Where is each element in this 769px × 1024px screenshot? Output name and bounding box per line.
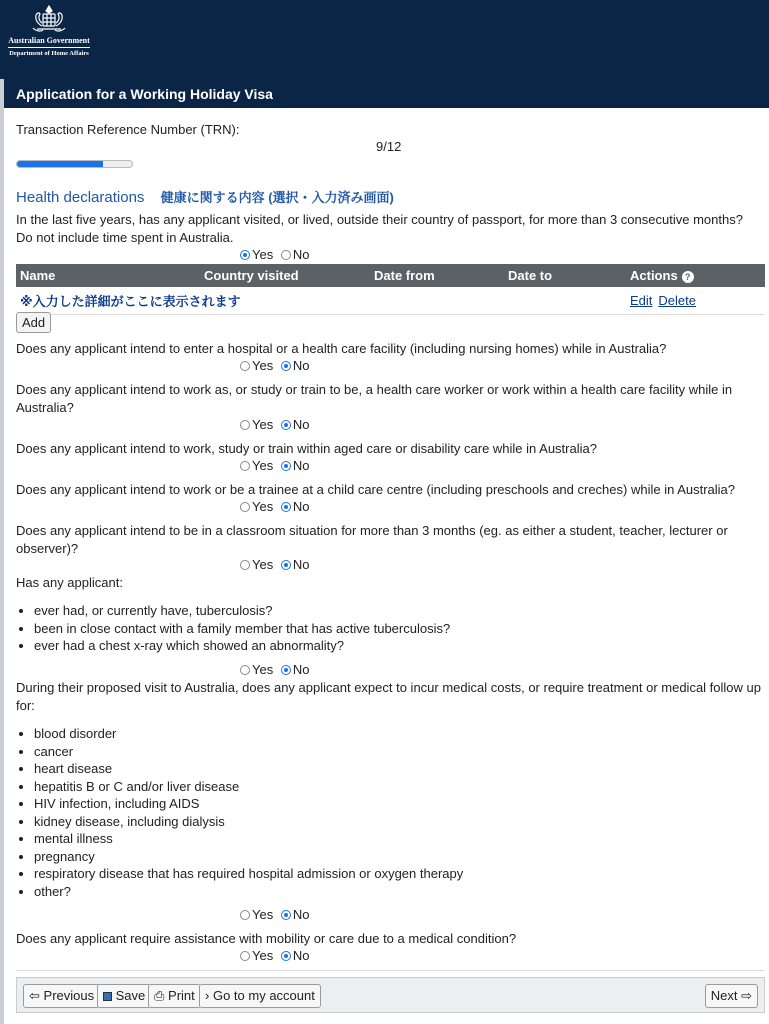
trn-label: Transaction Reference Number (TRN): <box>16 122 240 137</box>
radio-group-q4 <box>240 458 313 473</box>
delete-link[interactable]: Delete <box>658 293 696 308</box>
list-item: • ever had a chest x-ray which showed an abnormality? <box>34 637 450 655</box>
question-tuberculosis: Has any applicant: <box>16 575 123 590</box>
radio-no-label: No <box>292 458 310 473</box>
row-note: ※入力した詳細がここに表示されます <box>16 287 626 315</box>
radio-no-label: No <box>292 907 310 922</box>
list-item: • pregnancy <box>34 848 463 866</box>
radio-no-label: No <box>292 417 310 432</box>
radio-group-q8 <box>240 907 313 922</box>
department-name: Department of Home Affairs <box>9 50 89 57</box>
list-item: • HIV infection, including AIDS <box>34 795 463 813</box>
radio-no[interactable] <box>281 910 291 920</box>
radio-yes-label: Yes <box>252 907 274 922</box>
printer-icon: ⎙ <box>154 988 165 1003</box>
divider <box>16 970 765 971</box>
list-item: • kidney disease, including dialysis <box>34 813 463 831</box>
radio-yes[interactable] <box>240 910 250 920</box>
save-button[interactable] <box>97 984 151 1008</box>
list-item: • cancer <box>34 743 463 761</box>
table-row <box>16 287 765 315</box>
radio-yes-label: Yes <box>252 458 274 473</box>
left-rail <box>0 0 4 1024</box>
col-date-from: Date from <box>370 264 504 287</box>
radio-yes[interactable] <box>240 665 250 675</box>
floppy-disk-icon <box>103 992 112 1001</box>
site-header <box>0 0 769 79</box>
radio-yes-label: Yes <box>252 499 274 514</box>
radio-group-q3 <box>240 417 313 432</box>
question-classroom: Does any applicant intend to be in a classroom situation for more than 3 months (eg. as either a student, teacher, lecturer or observer)? <box>16 523 728 556</box>
list-item: • respiratory disease that has required hospital admission or oxygen therapy <box>34 865 463 883</box>
question-outside-passport-country: In the last five years, has any applicant visited, or lived, outside their country of passport, for more than 3 consecutive months? Do not include time spent in Australia. <box>16 212 743 245</box>
radio-no[interactable] <box>281 560 291 570</box>
radio-group-q5 <box>240 499 313 514</box>
tuberculosis-list <box>16 602 450 655</box>
radio-group-q1 <box>240 247 313 262</box>
radio-no[interactable] <box>281 502 291 512</box>
radio-yes-label: Yes <box>252 247 274 262</box>
progress-fill <box>17 161 103 167</box>
list-item: • hepatitis B or C and/or liver disease <box>34 778 463 796</box>
radio-yes[interactable] <box>240 951 250 961</box>
radio-no-label: No <box>292 662 310 677</box>
print-button[interactable] <box>148 984 201 1008</box>
col-country-visited: Country visited <box>200 264 370 287</box>
radio-no[interactable] <box>281 461 291 471</box>
radio-yes-label: Yes <box>252 557 274 572</box>
radio-yes[interactable] <box>240 361 250 371</box>
navigation-bar <box>16 977 765 1013</box>
question-health-care-worker: Does any applicant intend to work as, or study or train to be, a health care worker or work within a health care facility while in Australia? <box>16 382 733 415</box>
next-label: Next <box>710 988 738 1003</box>
radio-yes[interactable] <box>240 502 250 512</box>
radio-no[interactable] <box>281 420 291 430</box>
list-item: • blood disorder <box>34 725 463 743</box>
radio-yes[interactable] <box>240 250 250 260</box>
radio-yes-label: Yes <box>252 417 274 432</box>
progress-bar <box>16 160 133 168</box>
list-item: • heart disease <box>34 760 463 778</box>
next-button[interactable] <box>705 984 758 1008</box>
radio-no-label: No <box>292 948 310 963</box>
arrow-left-icon: ⇦ <box>29 988 40 1003</box>
edit-link[interactable]: Edit <box>630 293 653 308</box>
go-to-account-button[interactable] <box>199 984 321 1008</box>
radio-no[interactable] <box>281 665 291 675</box>
chevron-right-icon: › <box>205 988 210 1003</box>
radio-yes[interactable] <box>240 420 250 430</box>
travel-history-table <box>16 264 765 315</box>
radio-yes-label: Yes <box>252 948 274 963</box>
coat-of-arms-icon <box>27 4 71 34</box>
question-child-care: Does any applicant intend to work or be a trainee at a child care centre (including preschools and creches) while in Australia? <box>16 482 736 497</box>
radio-no-label: No <box>292 247 310 262</box>
arrow-right-icon: ⇨ <box>741 988 752 1003</box>
radio-no-label: No <box>292 358 310 373</box>
progress-text: 9/12 <box>376 139 402 154</box>
list-item: • been in close contact with a family member that has active tuberculosis? <box>34 620 450 638</box>
radio-yes-label: Yes <box>252 358 274 373</box>
table-header-row <box>16 264 765 287</box>
radio-no[interactable] <box>281 951 291 961</box>
list-item: • other? <box>34 883 463 901</box>
add-button[interactable]: Add <box>16 312 51 333</box>
radio-group-q2 <box>240 358 313 373</box>
section-title <box>16 187 394 206</box>
question-aged-care: Does any applicant intend to work, study or train within aged care or disability care while in Australia? <box>16 441 597 456</box>
medical-conditions-list <box>16 725 463 900</box>
save-label: Save <box>115 988 146 1003</box>
col-actions-label: Actions <box>630 268 678 283</box>
previous-button[interactable] <box>23 984 100 1008</box>
radio-yes-label: Yes <box>252 662 274 677</box>
radio-no-label: No <box>292 557 310 572</box>
radio-yes[interactable] <box>240 560 250 570</box>
question-mobility: Does any applicant require assistance with mobility or care due to a medical condition? <box>16 931 517 946</box>
radio-yes[interactable] <box>240 461 250 471</box>
list-item: • mental illness <box>34 830 463 848</box>
question-medical-costs: During their proposed visit to Australia, does any applicant expect to incur medical costs, or require treatment or medical follow up for: <box>16 680 761 713</box>
account-label: Go to my account <box>212 988 315 1003</box>
help-icon[interactable]: ? <box>682 271 694 283</box>
radio-no-label: No <box>292 499 310 514</box>
section-note: 健康に関する内容 (選択・入力済み画面) <box>160 190 394 205</box>
radio-no[interactable] <box>281 250 291 260</box>
radio-group-q7 <box>240 662 313 677</box>
col-actions <box>626 264 765 287</box>
gov-name: Australian Government <box>8 36 90 45</box>
row-actions <box>626 287 765 315</box>
print-label: Print <box>168 988 195 1003</box>
section-heading: Health declarations <box>16 189 145 206</box>
previous-label: Previous <box>43 988 95 1003</box>
radio-no[interactable] <box>281 361 291 371</box>
list-item: • ever had, or currently have, tuberculosis? <box>34 602 450 620</box>
col-name: Name <box>16 264 200 287</box>
government-logo <box>4 4 94 64</box>
col-date-to: Date to <box>504 264 626 287</box>
question-hospital: Does any applicant intend to enter a hospital or a health care facility (including nursing homes) while in Australia? <box>16 341 667 356</box>
page-title: Application for a Working Holiday Visa <box>4 79 769 108</box>
radio-group-q6 <box>240 557 313 572</box>
radio-group-q9 <box>240 948 313 963</box>
